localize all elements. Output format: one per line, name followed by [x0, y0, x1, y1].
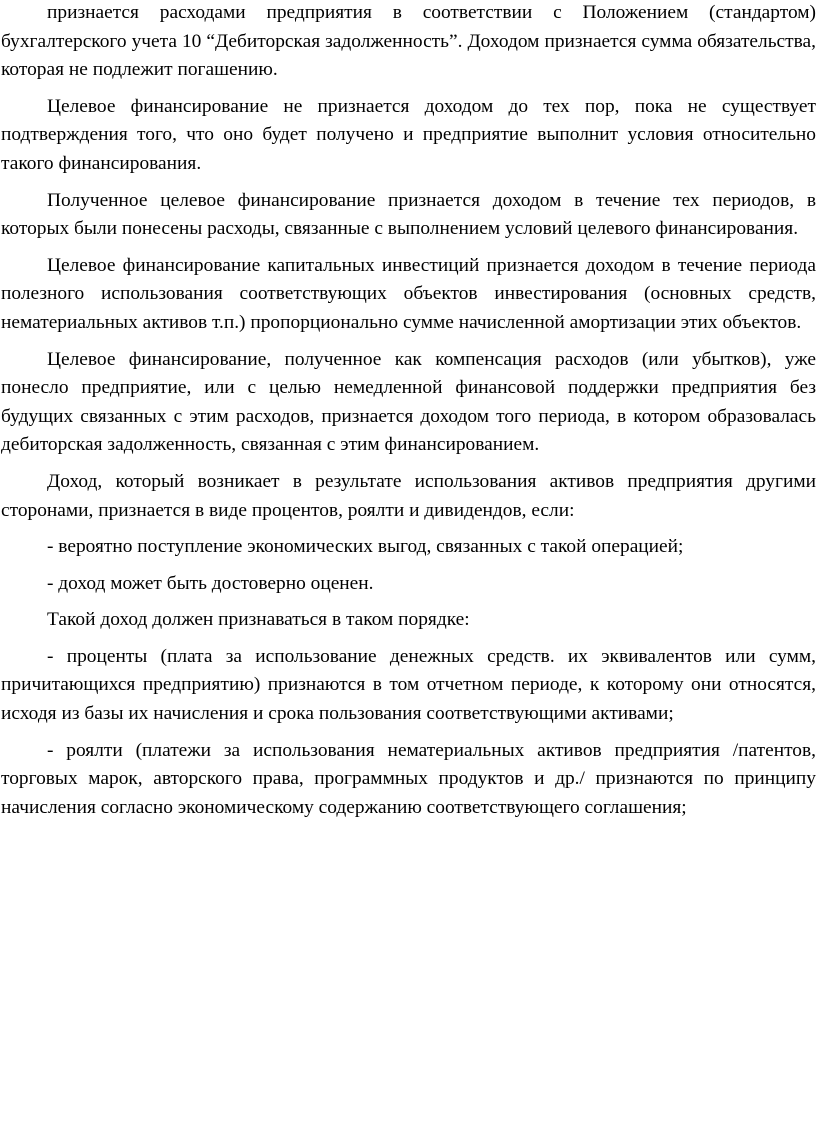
- list-item-economic-benefits: - вероятно поступление экономических выгод, связанных с такой операцией;: [47, 536, 684, 558]
- paragraph-received-funding: Полученное целевое финансирование признается доходом в течение тех периодов, в которых были понесены расходы, связанные с выполнением условий целевого финансирования.: [1, 189, 816, 240]
- list-item-royalties: - роялти (платежи за использования нематериальных активов предприятия /патентов, торговых марок, авторского права, программных продуктов и др./ признаются по принципу начисления согласно экономическому содержанию соответствующего соглашения;: [1, 739, 816, 818]
- paragraph-target-funding-recognition: Целевое финансирование не признается доходом до тех пор, пока не существует подтверждения того, что оно будет получено и предприятие выполнит условия относительно такого финансирования.: [1, 95, 816, 174]
- paragraph-capital-investment-funding: Целевое финансирование капитальных инвестиций признается доходом в течение периода полезного использования соответствующих объектов инвестирования (основных средств, нематериальных активов т.п.) пропорционально сумме начисленной амортизации этих объектов.: [1, 254, 816, 333]
- list-item-reliable-estimate: - доход может быть достоверно оценен.: [47, 572, 374, 594]
- paragraph-continuation: признается расходами предприятия в соответствии с Положением (стандартом) бухгалтерского учета 10 “Дебиторская задолженность”. Доходом признается сумма обязательства, которая не подлежит погашению.: [1, 2, 816, 81]
- paragraph-compensation-funding: Целевое финансирование, полученное как компенсация расходов (или убытков), уже понесло предприятие, или с целью немедленной финансовой поддержки предприятия без будущих связанных с этим расходов, признается доходом того периода, в котором образовалась дебиторская задолженность, связанная с этим финансированием.: [1, 348, 816, 456]
- paragraph-income-from-assets: Доход, который возникает в результате использования активов предприятия другими сторонами, признается в виде процентов, роялти и дивидендов, если:: [1, 470, 816, 521]
- list-item-interest: - проценты (плата за использование денежных средств. их эквивалентов или сумм, причитающихся предприятию) признаются в том отчетном периоде, к которому они относятся, исходя из базы их начисления и срока пользования соответствующими активами;: [1, 645, 816, 725]
- paragraph-recognition-order: Такой доход должен признаваться в таком порядке:: [47, 609, 470, 631]
